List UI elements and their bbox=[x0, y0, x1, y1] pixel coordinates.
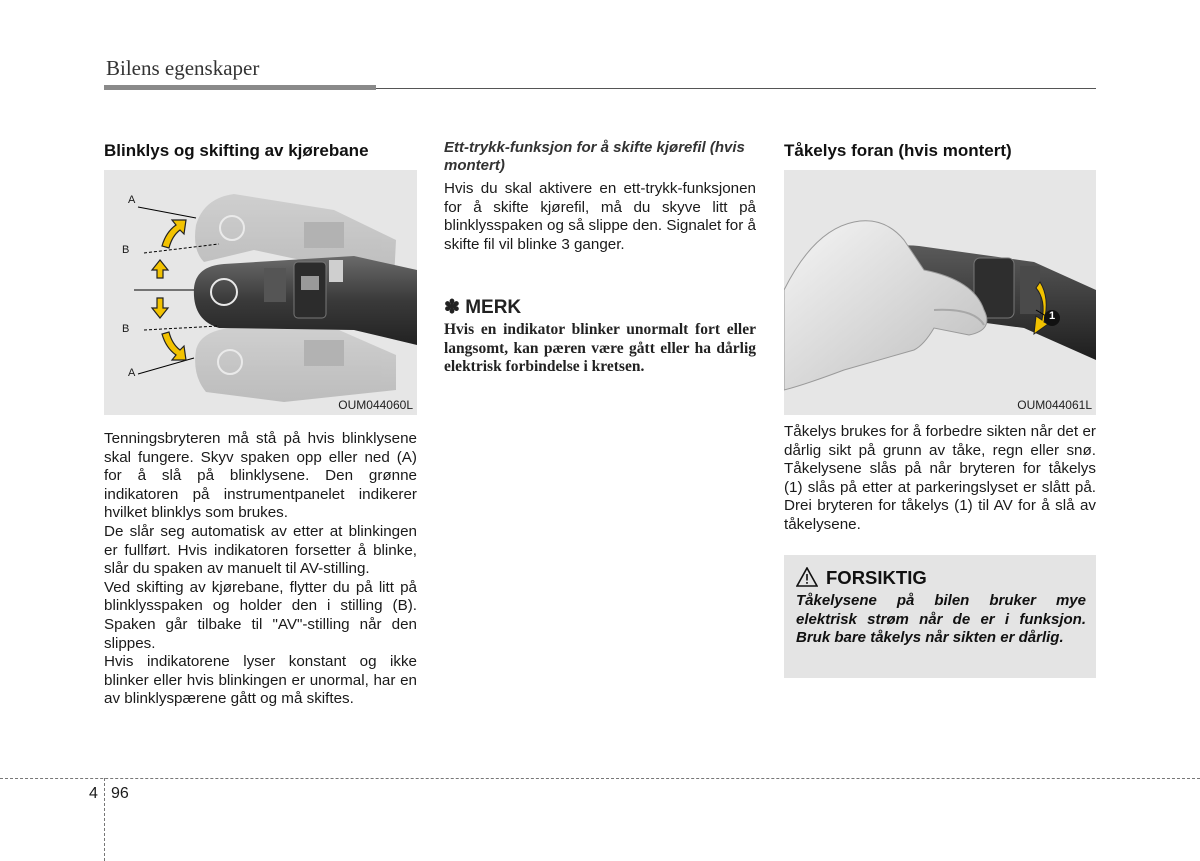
label-a-top: A bbox=[128, 194, 136, 206]
note-title-text: MERK bbox=[465, 297, 522, 318]
figure-code: OUM044060L bbox=[338, 398, 413, 412]
caution-title: FORSIKTIG bbox=[826, 567, 927, 588]
arrow-up-curved bbox=[162, 220, 186, 248]
header-title: Bilens egenskaper bbox=[106, 56, 260, 80]
figure-fog-light-switch bbox=[784, 170, 1096, 415]
paragraph: Ved skifting av kjørebane, flytter du på litt på blinklysspaken og holder den i stilling (B). Spaken går tilbake til "AV"-stilling når den slippes. bbox=[104, 578, 417, 652]
caution-body: Tåkelysene på bilen bruker mye elektrisk strøm når de er i funksjon. Bruk bare tåkelys når sikten er dårlig. bbox=[796, 592, 1086, 646]
note-title bbox=[444, 296, 521, 319]
paragraph: Tåkelys brukes for å forbedre sikten når det er dårlig sikt på grunn av tåke, regn eller snø. Tåkelysene slås på når bryteren for tåkelys (1) slås på etter at parkeringslyset er slått på. Drei bryteren for tåkelys (1) til AV for å slå av tåkelysene. bbox=[784, 423, 1096, 533]
paragraph: Hvis du skal aktivere en ett-trykk-funksjonen for å skifte kjørefil, må du skyve litt på blinklysspaken og så slippe den. Signalet for å skifte fil vil blinke 3 ganger. bbox=[444, 180, 756, 253]
note-body: Hvis en indikator blinker unormalt fort eller langsomt, kan pæren være gått eller ha dårlig elektrisk forbindelse i kretsen. bbox=[444, 321, 756, 376]
page-chapter: 4 bbox=[89, 785, 98, 802]
figure-code: OUM044061L bbox=[1017, 398, 1092, 412]
caution-box bbox=[784, 555, 1096, 678]
marker-label: 1 bbox=[1048, 310, 1056, 322]
paragraph: De slår seg automatisk av etter at blinkingen er fullført. Hvis indikatoren forsetter å blinke, slår du spaken av manuelt til AV-stilling. bbox=[104, 522, 417, 578]
header-rule-thin bbox=[376, 88, 1096, 89]
arrow-down-curved bbox=[162, 332, 186, 360]
body-fog-lights bbox=[784, 423, 1096, 535]
arrow-down bbox=[152, 298, 168, 318]
section-heading-fog-lights: Tåkelys foran (hvis montert) bbox=[784, 141, 1012, 160]
page-number: 96 bbox=[111, 785, 129, 802]
footer-vertical-rule bbox=[104, 778, 105, 861]
hand bbox=[784, 221, 987, 390]
asterisk-icon: ✽ bbox=[444, 297, 460, 318]
label-b-top: B bbox=[122, 244, 130, 256]
label-b-bottom: B bbox=[122, 323, 130, 335]
header-rule-thick bbox=[104, 85, 376, 90]
warning-triangle-icon bbox=[796, 567, 818, 587]
section-heading-turn-signals: Blinklys og skifting av kjørebane bbox=[104, 141, 369, 160]
body-one-touch bbox=[444, 180, 756, 254]
ghost-stalk-lower bbox=[195, 328, 396, 402]
paragraph: Hvis indikatorene lyser konstant og ikke blinker eller hvis blinkingen er unormal, har en av blinklyspærene gått og må skiftes. bbox=[104, 653, 417, 708]
fog-light-switch-illustration bbox=[784, 170, 1096, 415]
figure-turn-signal-lever bbox=[104, 170, 417, 415]
subheading-one-touch: Ett-trykk-funksjon for å skifte kjørefil (hvis montert) bbox=[444, 139, 745, 174]
label-a-bottom: A bbox=[128, 367, 136, 379]
footer-rule bbox=[0, 778, 1200, 779]
body-turn-signals bbox=[104, 430, 417, 709]
paragraph: Tenningsbryteren må stå på hvis blinklysene skal fungere. Skyv spaken opp eller ned (A) for å slå på blinklysene. Den grønne indikatoren på instrumentpanelet indikerer hvilket blinklys som brukes. bbox=[104, 430, 417, 522]
turn-signal-lever-illustration bbox=[104, 170, 417, 415]
arrow-up bbox=[152, 260, 168, 278]
